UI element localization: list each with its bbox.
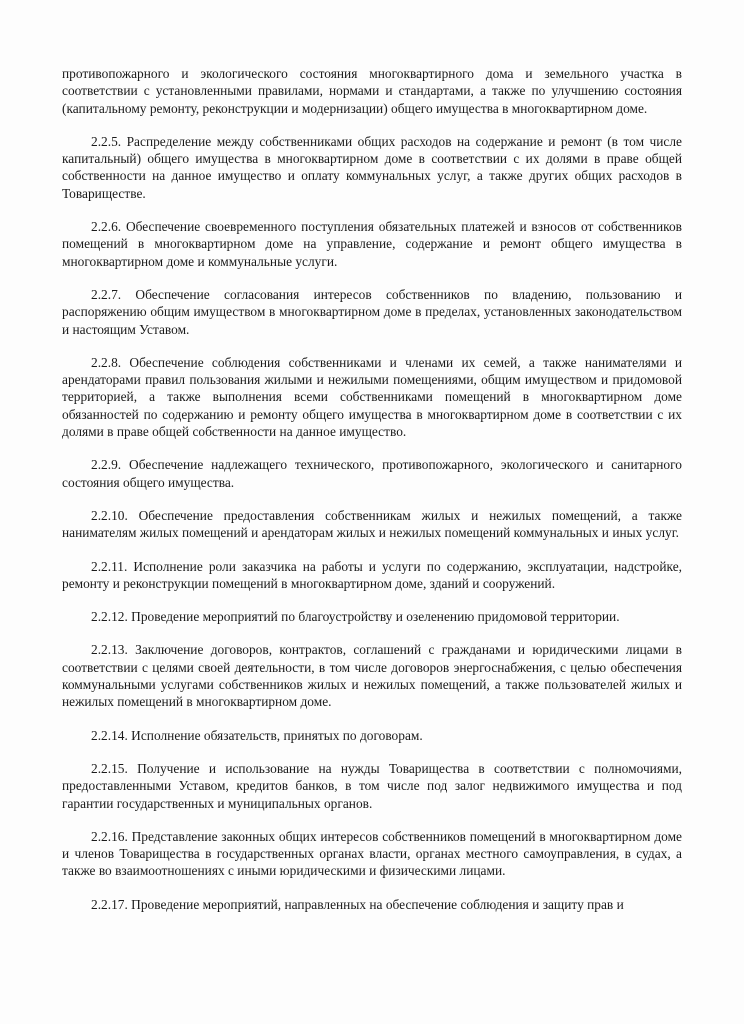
paragraph-2-2-14: 2.2.14. Исполнение обязательств, принятых по договорам. [91,727,423,743]
paragraph-2-2-16: 2.2.16. Представление законных общих интересов собственников помещений в многоквартирном доме и членов Товарищества в государственных органах власти, органах местного самоуправления, в судах, а также во взаимоотношениях с иными юридическими и физическими лицами. [62,828,682,879]
paragraph-2-2-11: 2.2.11. Исполнение роли заказчика на работы и услуги по содержанию, эксплуатации, надстройке, ремонту и реконструкции помещений в многоквартирном доме, зданий и сооружений. [62,558,682,591]
paragraph-2-2-6: 2.2.6. Обеспечение своевременного поступления обязательных платежей и взносов от собственников помещений в многоквартирном доме на управление, содержание и ремонт общего имущества в многоквартирном доме и коммунальные услуги. [62,219,682,269]
paragraph-2-2-9: 2.2.9. Обеспечение надлежащего технического, противопожарного, экологического и санитарного состояния общего имущества. [62,457,682,490]
paragraph-2-2-12: 2.2.12. Проведение мероприятий по благоустройству и озеленению придомовой территории. [91,609,620,625]
paragraph-2-2-17: 2.2.17. Проведение мероприятий, направленных на обеспечение соблюдения и защиту прав и [91,896,624,912]
paragraph-2-2-15: 2.2.15. Получение и использование на нужды Товарищества в соответствии с полномочиями, предоставленными Уставом, кредитов банков, в том числе под залог недвижимого имущества и под гарантии государственных и муниципальных органов. [62,760,682,811]
paragraph-2-2-7: 2.2.7. Обеспечение согласования интересов собственников по владению, пользованию и распоряжению общим имуществом в многоквартирном доме в пределах, установленных законодательством и настоящим Уставом. [62,286,682,337]
paragraph-2-2-10: 2.2.10. Обеспечение предоставления собственникам жилых и нежилых помещений, а также нанимателям жилых помещений и арендаторам жилых и нежилых помещений коммунальных и иных услуг. [62,507,682,541]
paragraph-2-2-5: 2.2.5. Распределение между собственниками общих расходов на содержание и ремонт (в том числе капитальный) общего имущества в многоквартирном доме в соответствии с их долями в праве общей собственности на данное имущество и оплату коммунальных услуг, а также других общих расходов в Товариществе. [62,133,682,201]
paragraph-2-2-13: 2.2.13. Заключение договоров, контрактов, соглашений с гражданами и юридическими лицами в соответствии с целями своей деятельности, в том числе договоров энергоснабжения, с целью обеспечения коммунальными услугами собственников жилых и нежилых помещений, а также пользователей жилых и нежилых помещений в многоквартирном доме. [62,642,682,710]
paragraph-continuation: противопожарного и экологического состояния многоквартирного дома и земельного участка в соответствии с установленными правилами, нормами и стандартами, а также по улучшению состояния (капитальному ремонту, реконструкции и модернизации) общего имущества в многоквартирном доме. [62,66,682,116]
paragraph-2-2-8: 2.2.8. Обеспечение соблюдения собственниками и членами их семей, а также нанимателями и арендаторами правил пользования жилыми и нежилыми помещениями, общим имуществом и придомовой территорией, а также выполнения всеми собственниками помещений в многоквартирном доме обязанностей по содержанию и ремонту общего имущества в многоквартирном доме в соответствии с их долями в праве общей собственности на данное имущество. [62,354,682,440]
document-body [62,65,682,929]
